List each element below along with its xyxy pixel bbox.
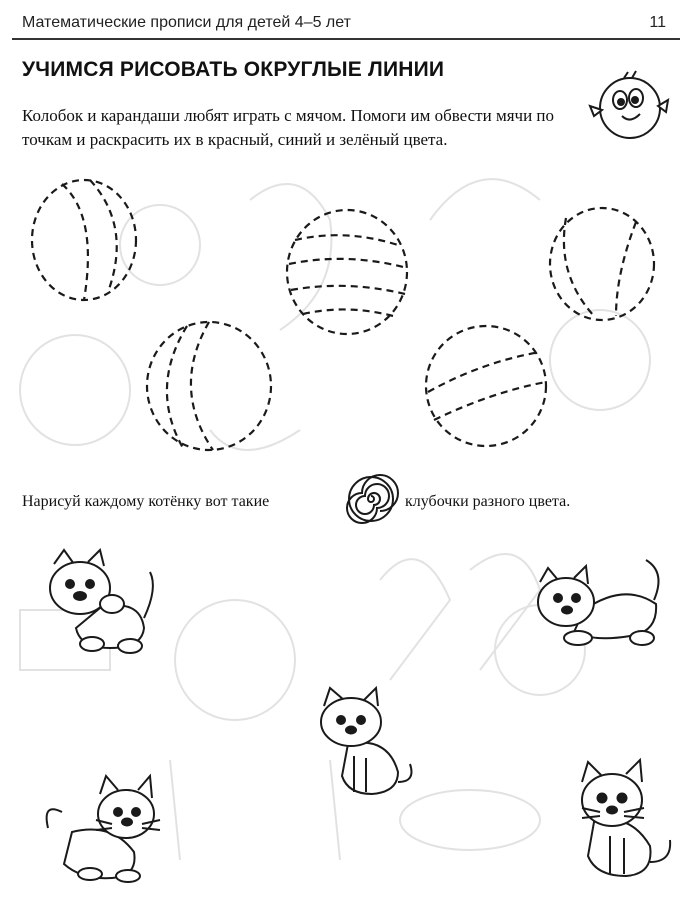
yarn-spiral-icon: [346, 474, 396, 524]
ball-1: [28, 176, 140, 304]
ball-4: [143, 318, 275, 454]
kitten-3: [318, 686, 418, 798]
kitten-5: [570, 756, 680, 882]
section-title: УЧИМСЯ РИСОВАТЬ ОКРУГЛЫЕ ЛИНИИ: [22, 58, 445, 81]
ball-3: [546, 204, 658, 324]
book-title: Математические прописи для детей 4–5 лет: [22, 14, 351, 31]
page-number: 11: [649, 14, 666, 31]
ball-2: [283, 206, 411, 338]
header-rule: [12, 38, 680, 40]
kolobok-icon: [584, 66, 670, 146]
kitten-1: [40, 548, 160, 658]
kitten-2: [534, 552, 668, 652]
ball-5: [422, 322, 550, 450]
task2-text-before: Нарисуй каждому котёнку вот такие: [22, 493, 270, 510]
task2-text-after: клубочки разного цвета.: [405, 493, 571, 510]
kitten-4: [42, 772, 166, 884]
instruction-text: Колобок и карандаши любят играть с мячом. Помоги им обвести мячи по точкам и раскрасить их в красный, синий и зелёный цвета.: [22, 106, 555, 149]
